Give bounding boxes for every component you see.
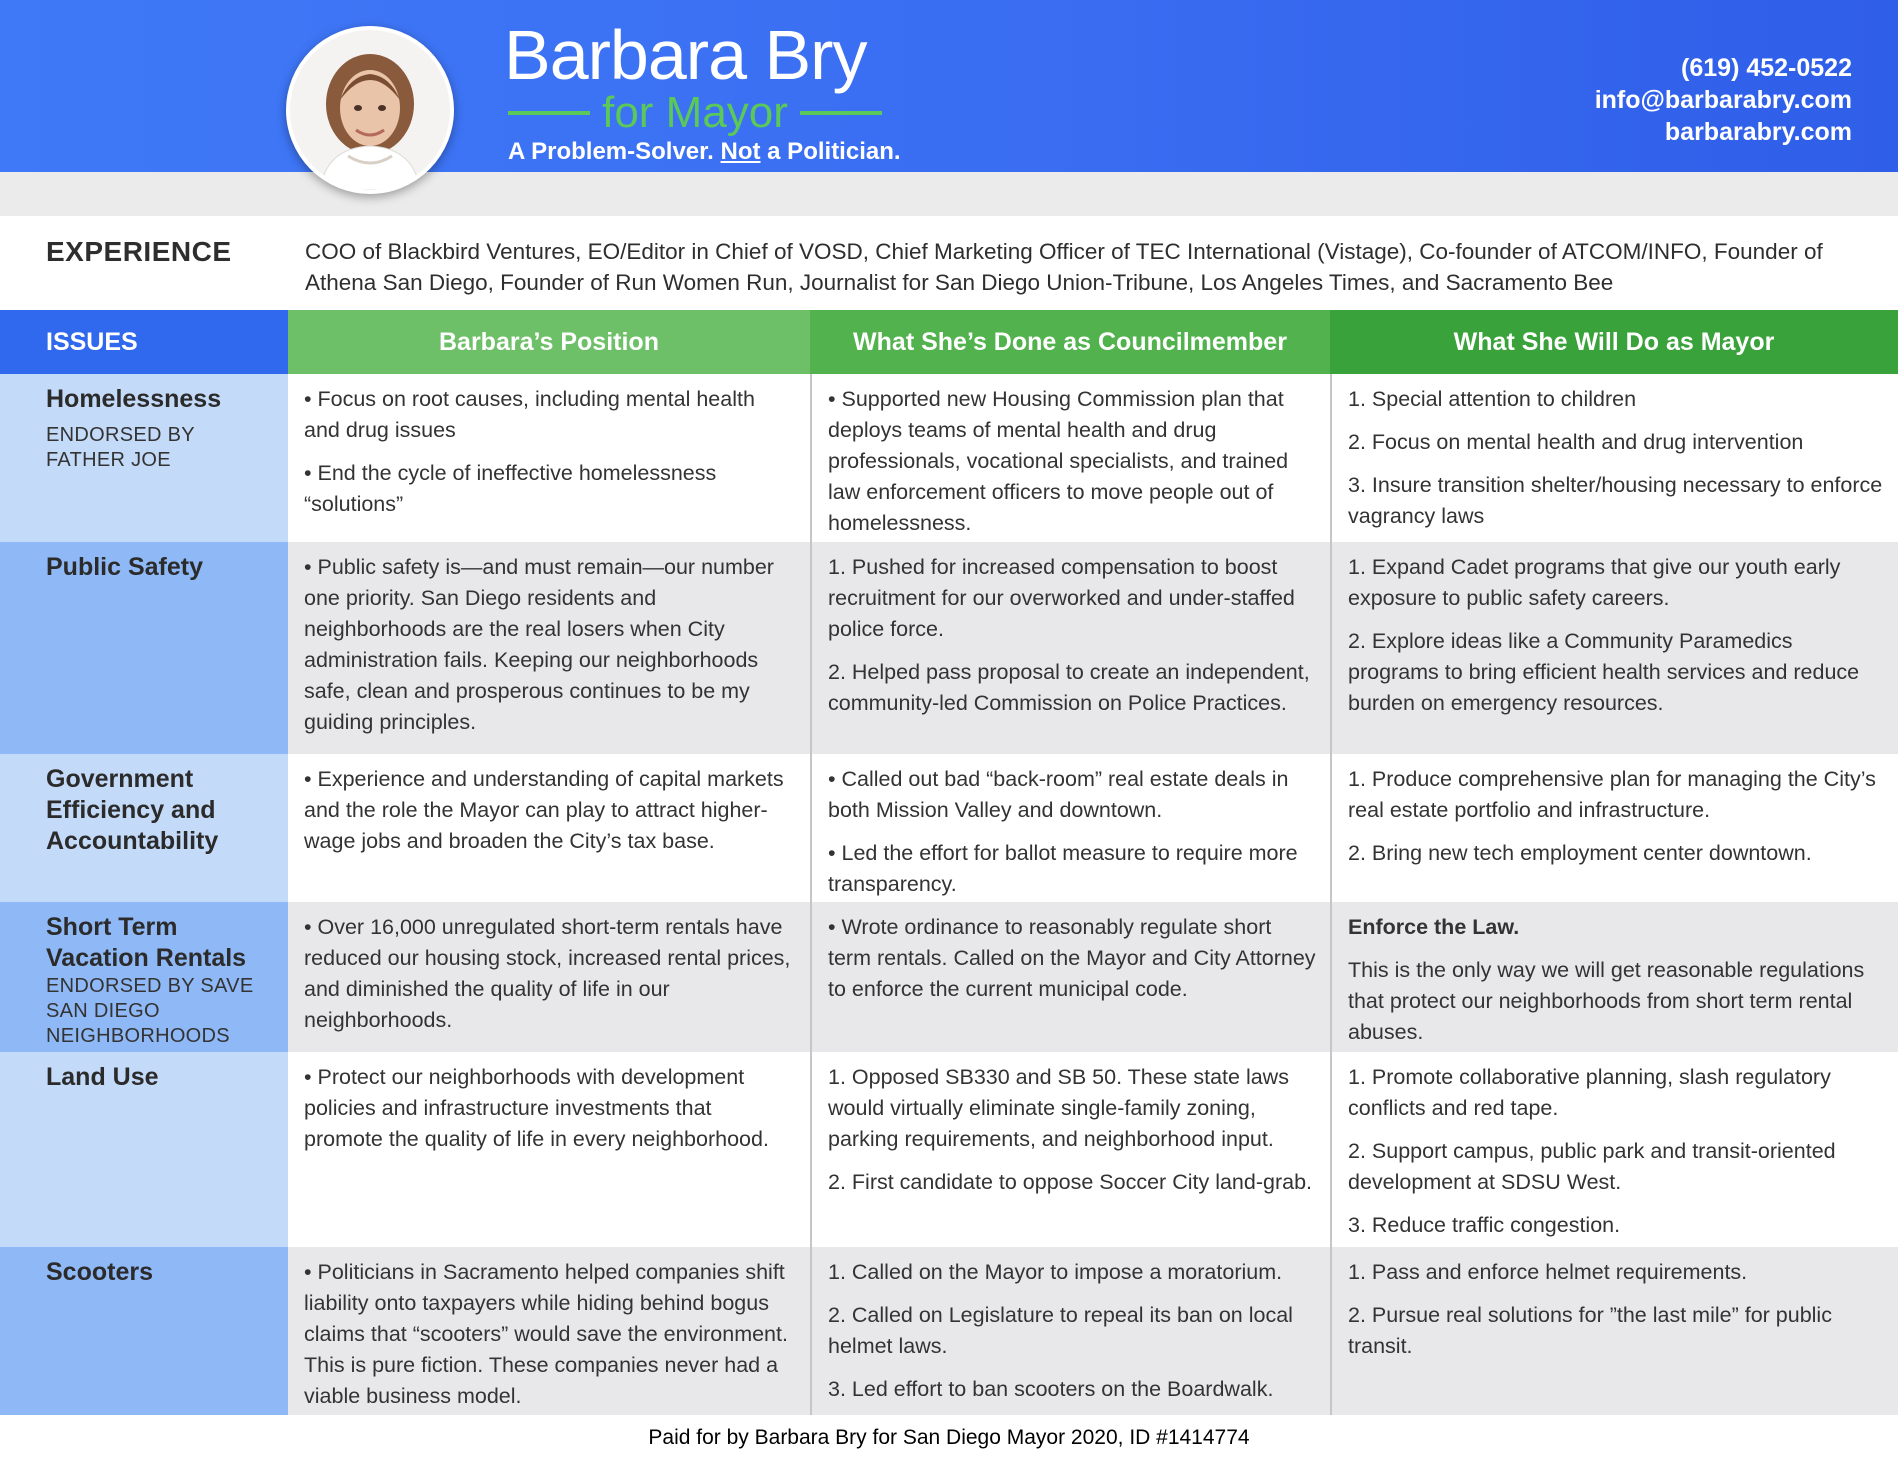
done-item: 1. Called on the Mayor to impose a moratorium.: [828, 1260, 1283, 1284]
done-item: 1. Opposed SB330 and SB 50. These state laws would virtually eliminate single-family zoning, parking requirements, and neighborhood input.: [828, 1065, 1289, 1151]
position-cell: [288, 374, 810, 542]
subtitle-left-rule: [508, 111, 590, 115]
table-header-row: [0, 310, 1898, 374]
mayor-cell: [1330, 542, 1898, 754]
position-cell: [288, 1247, 810, 1415]
tagline-emphasis: Not: [720, 138, 761, 165]
mayor-item: 3. Reduce traffic congestion.: [1348, 1213, 1621, 1237]
position-item: • Politicians in Sacramento helped companies shift liability onto taxpayers while hiding behind bogus claims that “scooters” would save the environment. This is pure fiction. These companies never had a viable business model.: [304, 1260, 788, 1408]
experience-label: EXPERIENCE: [46, 236, 232, 267]
done-item: 3. Led effort to ban scooters on the Boardwalk.: [828, 1377, 1274, 1401]
paid-for-disclaimer: Paid for by Barbara Bry for San Diego Mayor 2020, ID #1414774: [648, 1426, 1250, 1449]
header-divider-bar: [0, 172, 1898, 216]
contact-phone[interactable]: (619) 452-0522: [1681, 54, 1852, 82]
done-item: 1. Pushed for increased compensation to boost recruitment for our overworked and under-staffed police force.: [828, 555, 1295, 641]
table-row: [0, 374, 1898, 542]
mayor-item: 1. Expand Cadet programs that give our youth early exposure to public safety careers.: [1348, 555, 1841, 610]
contact-block: [1595, 52, 1852, 148]
issue-title: Homelessness: [46, 385, 222, 413]
header-issues: ISSUES: [0, 310, 288, 374]
header-done: What She’s Done as Councilmember: [810, 310, 1330, 374]
issue-endorsement: ENDORSED BY FATHER JOE: [46, 424, 195, 471]
mayor-heading: Enforce the Law.: [1348, 915, 1520, 939]
subtitle-text: for Mayor: [602, 88, 788, 137]
header-mayor: What She Will Do as Mayor: [1330, 310, 1898, 374]
position-cell: [288, 1052, 810, 1247]
done-cell: [810, 542, 1330, 754]
done-cell: [810, 374, 1330, 542]
position-cell: [288, 754, 810, 902]
mayor-item: 2. Explore ideas like a Community Paramedics programs to bring efficient health services and reduce burden on emergency resources.: [1348, 629, 1860, 715]
position-item: • Over 16,000 unregulated short-term rentals have reduced our housing stock, increased rental prices, and diminished the quality of life in our neighborhoods.: [304, 915, 791, 1032]
mayor-item: 1. Produce comprehensive plan for managing the City’s real estate portfolio and infrastructure.: [1348, 767, 1876, 822]
done-item: • Led the effort for ballot measure to require more transparency.: [828, 841, 1298, 896]
mayor-item: 2. Pursue real solutions for ”the last mile” for public transit.: [1348, 1303, 1832, 1358]
candidate-name: Barbara Bry: [504, 16, 867, 94]
subtitle-right-rule: [800, 111, 882, 115]
issues-table: [0, 310, 1898, 1415]
position-item: • End the cycle of ineffective homelessness “solutions”: [304, 461, 717, 516]
done-item: 2. First candidate to oppose Soccer City land-grab.: [828, 1170, 1313, 1194]
header-position: Barbara’s Position: [288, 310, 810, 374]
position-item: • Public safety is—and must remain—our number one priority. San Diego residents and neighborhoods are the real losers when City administration fails. Keeping our neighborhoods safe, clean and prosperous continues to be my guiding principles.: [304, 555, 774, 734]
issue-endorsement: ENDORSED BY SAVE SAN DIEGO NEIGHBORHOODS: [46, 975, 254, 1047]
done-item: 2. Called on Legislature to repeal its ban on local helmet laws.: [828, 1303, 1293, 1358]
mayor-item: This is the only way we will get reasonable regulations that protect our neighborhoods from short term rental abuses.: [1348, 958, 1865, 1044]
mayor-item: 2. Support campus, public park and transit-oriented development at SDSU West.: [1348, 1139, 1836, 1194]
issue-cell: [0, 1052, 288, 1247]
issue-title: Land Use: [46, 1063, 159, 1091]
issue-cell: [0, 542, 288, 754]
position-cell: [288, 542, 810, 754]
tagline: A Problem-Solver. Not a Politician.: [508, 138, 901, 165]
done-item: • Called out bad “back-room” real estate deals in both Mission Valley and downtown.: [828, 767, 1289, 822]
mayor-cell: [1330, 1247, 1898, 1415]
mayor-cell: [1330, 374, 1898, 542]
done-cell: [810, 902, 1330, 1052]
mayor-item: 1. Pass and enforce helmet requirements.: [1348, 1260, 1748, 1284]
experience-text: COO of Blackbird Ventures, EO/Editor in Chief of VOSD, Chief Marketing Officer of TEC International (Vistage), Co-founder of ATCOM/INFO, Founder of Athena San Diego, Founder of Run Women Run, Journalist for San Diego Union-Tribune, Los Angeles Times, and Sacramento Bee: [305, 239, 1823, 295]
issue-title: Public Safety: [46, 553, 203, 581]
mayor-cell: [1330, 754, 1898, 902]
position-cell: [288, 902, 810, 1052]
candidate-subtitle: [508, 90, 882, 136]
table-row: [0, 754, 1898, 902]
issue-title: Scooters: [46, 1258, 153, 1286]
done-cell: [810, 1247, 1330, 1415]
position-item: • Protect our neighborhoods with development policies and infrastructure investments that promote the quality of life in every neighborhood.: [304, 1065, 769, 1151]
position-item: • Focus on root causes, including mental health and drug issues: [304, 387, 755, 442]
mayor-cell: [1330, 1052, 1898, 1247]
issue-cell: [0, 374, 288, 542]
table-row: [0, 1052, 1898, 1247]
contact-email[interactable]: info@barbarabry.com: [1594, 86, 1852, 114]
issue-cell: [0, 1247, 288, 1415]
issue-cell: [0, 754, 288, 902]
issue-title: Government Efficiency and Accountability: [46, 765, 219, 855]
mayor-item: 2. Focus on mental health and drug intervention: [1348, 430, 1804, 454]
position-item: • Experience and understanding of capital markets and the role the Mayor can play to attract higher-wage jobs and broaden the City’s tax base.: [304, 767, 784, 853]
mayor-item: 3. Insure transition shelter/housing necessary to enforce vagrancy laws: [1348, 473, 1883, 528]
done-item: • Wrote ordinance to reasonably regulate short term rentals. Called on the Mayor and City Attorney to enforce the current municipal code.: [828, 915, 1316, 1001]
candidate-photo: [286, 26, 454, 194]
contact-website[interactable]: barbarabry.com: [1664, 118, 1852, 146]
table-row: [0, 542, 1898, 754]
done-cell: [810, 1052, 1330, 1247]
done-item: • Supported new Housing Commission plan that deploys teams of mental health and drug professionals, vocational specialists, and trained law enforcement officers to move people out of homelessness.: [828, 387, 1289, 535]
mayor-item: 1. Promote collaborative planning, slash regulatory conflicts and red tape.: [1348, 1065, 1831, 1120]
done-cell: [810, 754, 1330, 902]
issue-cell: [0, 902, 288, 1052]
issue-title: Short Term Vacation Rentals: [46, 913, 247, 972]
table-row: [0, 902, 1898, 1052]
done-item: 2. Helped pass proposal to create an independent, community-led Commission on Police Practices.: [828, 660, 1310, 715]
mayor-cell: [1330, 902, 1898, 1052]
mayor-item: 2. Bring new tech employment center downtown.: [1348, 841, 1812, 865]
mayor-item: 1. Special attention to children: [1348, 387, 1637, 411]
table-row: [0, 1247, 1898, 1415]
